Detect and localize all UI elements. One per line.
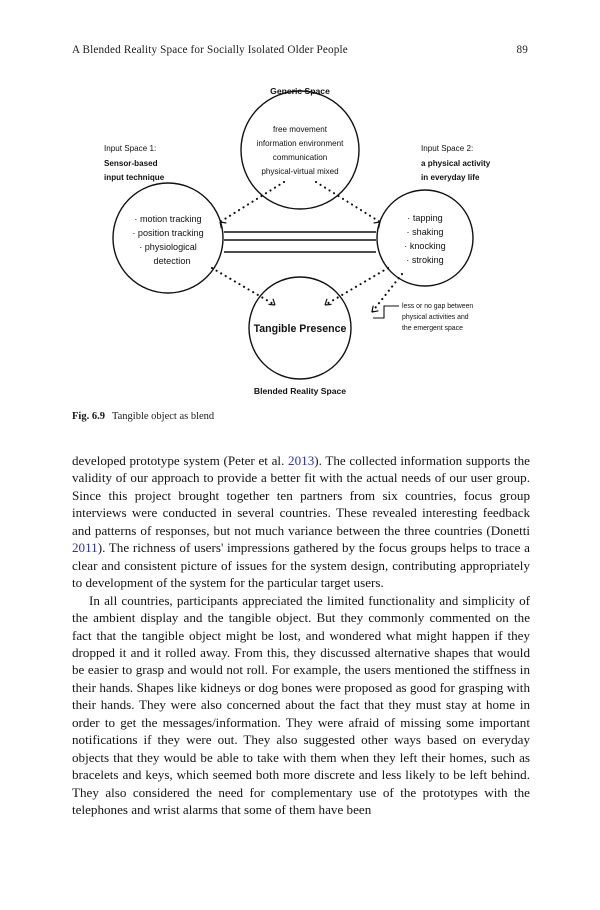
figure-6-9: [72, 74, 528, 404]
annotation-callout-bracket: [373, 306, 399, 318]
citation-peter-2013[interactable]: 2013: [288, 453, 315, 468]
running-head: [72, 44, 528, 56]
figure-caption-text: Tangible object as blend: [111, 411, 215, 422]
input-space-1-label-line-2: Sensor-based: [104, 159, 158, 168]
input-space-2-circle: [377, 190, 473, 286]
annotation-line-1: less or no gap between: [402, 303, 474, 310]
generic-space-line-4: physical-virtual mixed: [261, 167, 339, 176]
input-space-1-item-1: · motion tracking: [134, 214, 202, 224]
input-space-2-label-line-1: Input Space 2:: [421, 144, 474, 153]
input-space-1-item-3: · physiological: [139, 242, 197, 252]
dotted-line-generic-to-right: [316, 182, 380, 222]
paragraph-1-part-2: ). The collected information supports the validity of our approach to provide a better fit with the actual needs of our user group. Since this project brought together ten partners from six countries, focus group interviews were conducted in several countries. These revealed interesting feedback and patterns of responses, but not much variance between the three countries (Donetti: [72, 453, 530, 538]
input-space-1-label-line-3: input technique: [104, 173, 165, 182]
figure-caption: [72, 411, 528, 422]
page-number: 89: [516, 44, 528, 56]
input-space-2-item-2: · shaking: [406, 227, 444, 237]
input-space-1-label-line-1: Input Space 1:: [104, 144, 157, 153]
paragraph-2: In all countries, participants appreciated the limited functionality and simplicity of the ambient display and the tangible object. But they commonly commented on the fact that the tangible object might be lost, and wondered what might happen if they dropped it and it rolled away. From this, they discussed alternative shapes that would be easier to grasp and would not roll. For example, the users mentioned the stiffness in their hands. Shapes like kidneys or dog bones were proposed as good for grasping with their hands. They were also concerned about the fact that they must stay at home in order to get the messages/information. They were afraid of missing some important notifications if they were out. They also suggested other ways based on everyday objects that they would be able to take with them when they left their homes, such as bracelets and keys, which seemed both more discrete and less likely to be left behind. They also considered the need for complementary use of the prototypes with the telephones and wrist alarms that some of them have been: [72, 592, 530, 818]
input-space-2-item-3: · knocking: [404, 241, 446, 251]
input-space-2-label-line-3: in everyday life: [421, 173, 480, 182]
input-space-1-circle: [113, 183, 223, 293]
generic-space-line-1: free movement: [273, 125, 327, 134]
input-space-1-item-2: · position tracking: [132, 228, 204, 238]
blended-reality-space-caption: Blended Reality Space: [253, 386, 347, 396]
figure-caption-number: Fig. 6.9: [72, 411, 105, 422]
generic-space-circle: [241, 91, 359, 209]
solid-connector-lines: [224, 232, 376, 252]
annotation-line-3: the emergent space: [402, 325, 463, 332]
annotation-line-2: physical activities and: [402, 314, 469, 321]
paragraph-1-part-1: developed prototype system (Peter et al.: [72, 453, 289, 468]
generic-space-heading: Generic Space: [270, 86, 330, 96]
paragraph-1: [72, 452, 530, 592]
body-text: [72, 452, 530, 819]
running-head-title: A Blended Reality Space for Socially Isolated Older People: [72, 44, 348, 56]
input-space-2-item-4: · stroking: [406, 255, 444, 265]
citation-donetti-2011[interactable]: 2011: [72, 540, 98, 556]
paragraph-1-part-3: ). The richness of users' impressions gathered by the focus groups helps to trace a clear and consistent picture of issues for the system design, contributing appropriately to development of the system for the particular target users.: [72, 540, 530, 591]
input-space-1-item-4: detection: [153, 256, 191, 266]
blend-circle-label: Tangible Presence: [253, 323, 347, 335]
callout-bracket-path: [373, 306, 399, 318]
dotted-line-left-to-blend: [212, 268, 275, 305]
generic-space-line-3: communication: [272, 153, 328, 162]
input-space-2-item-1: · tapping: [407, 213, 443, 223]
dotted-connector-lines: [212, 182, 402, 312]
input-space-2-label-line-2: a physical activity: [421, 159, 491, 168]
arrowheads: [220, 222, 380, 312]
generic-space-line-2: information environment: [256, 139, 344, 148]
dotted-line-right-to-blend: [325, 268, 388, 305]
dotted-line-generic-to-left: [220, 182, 284, 222]
